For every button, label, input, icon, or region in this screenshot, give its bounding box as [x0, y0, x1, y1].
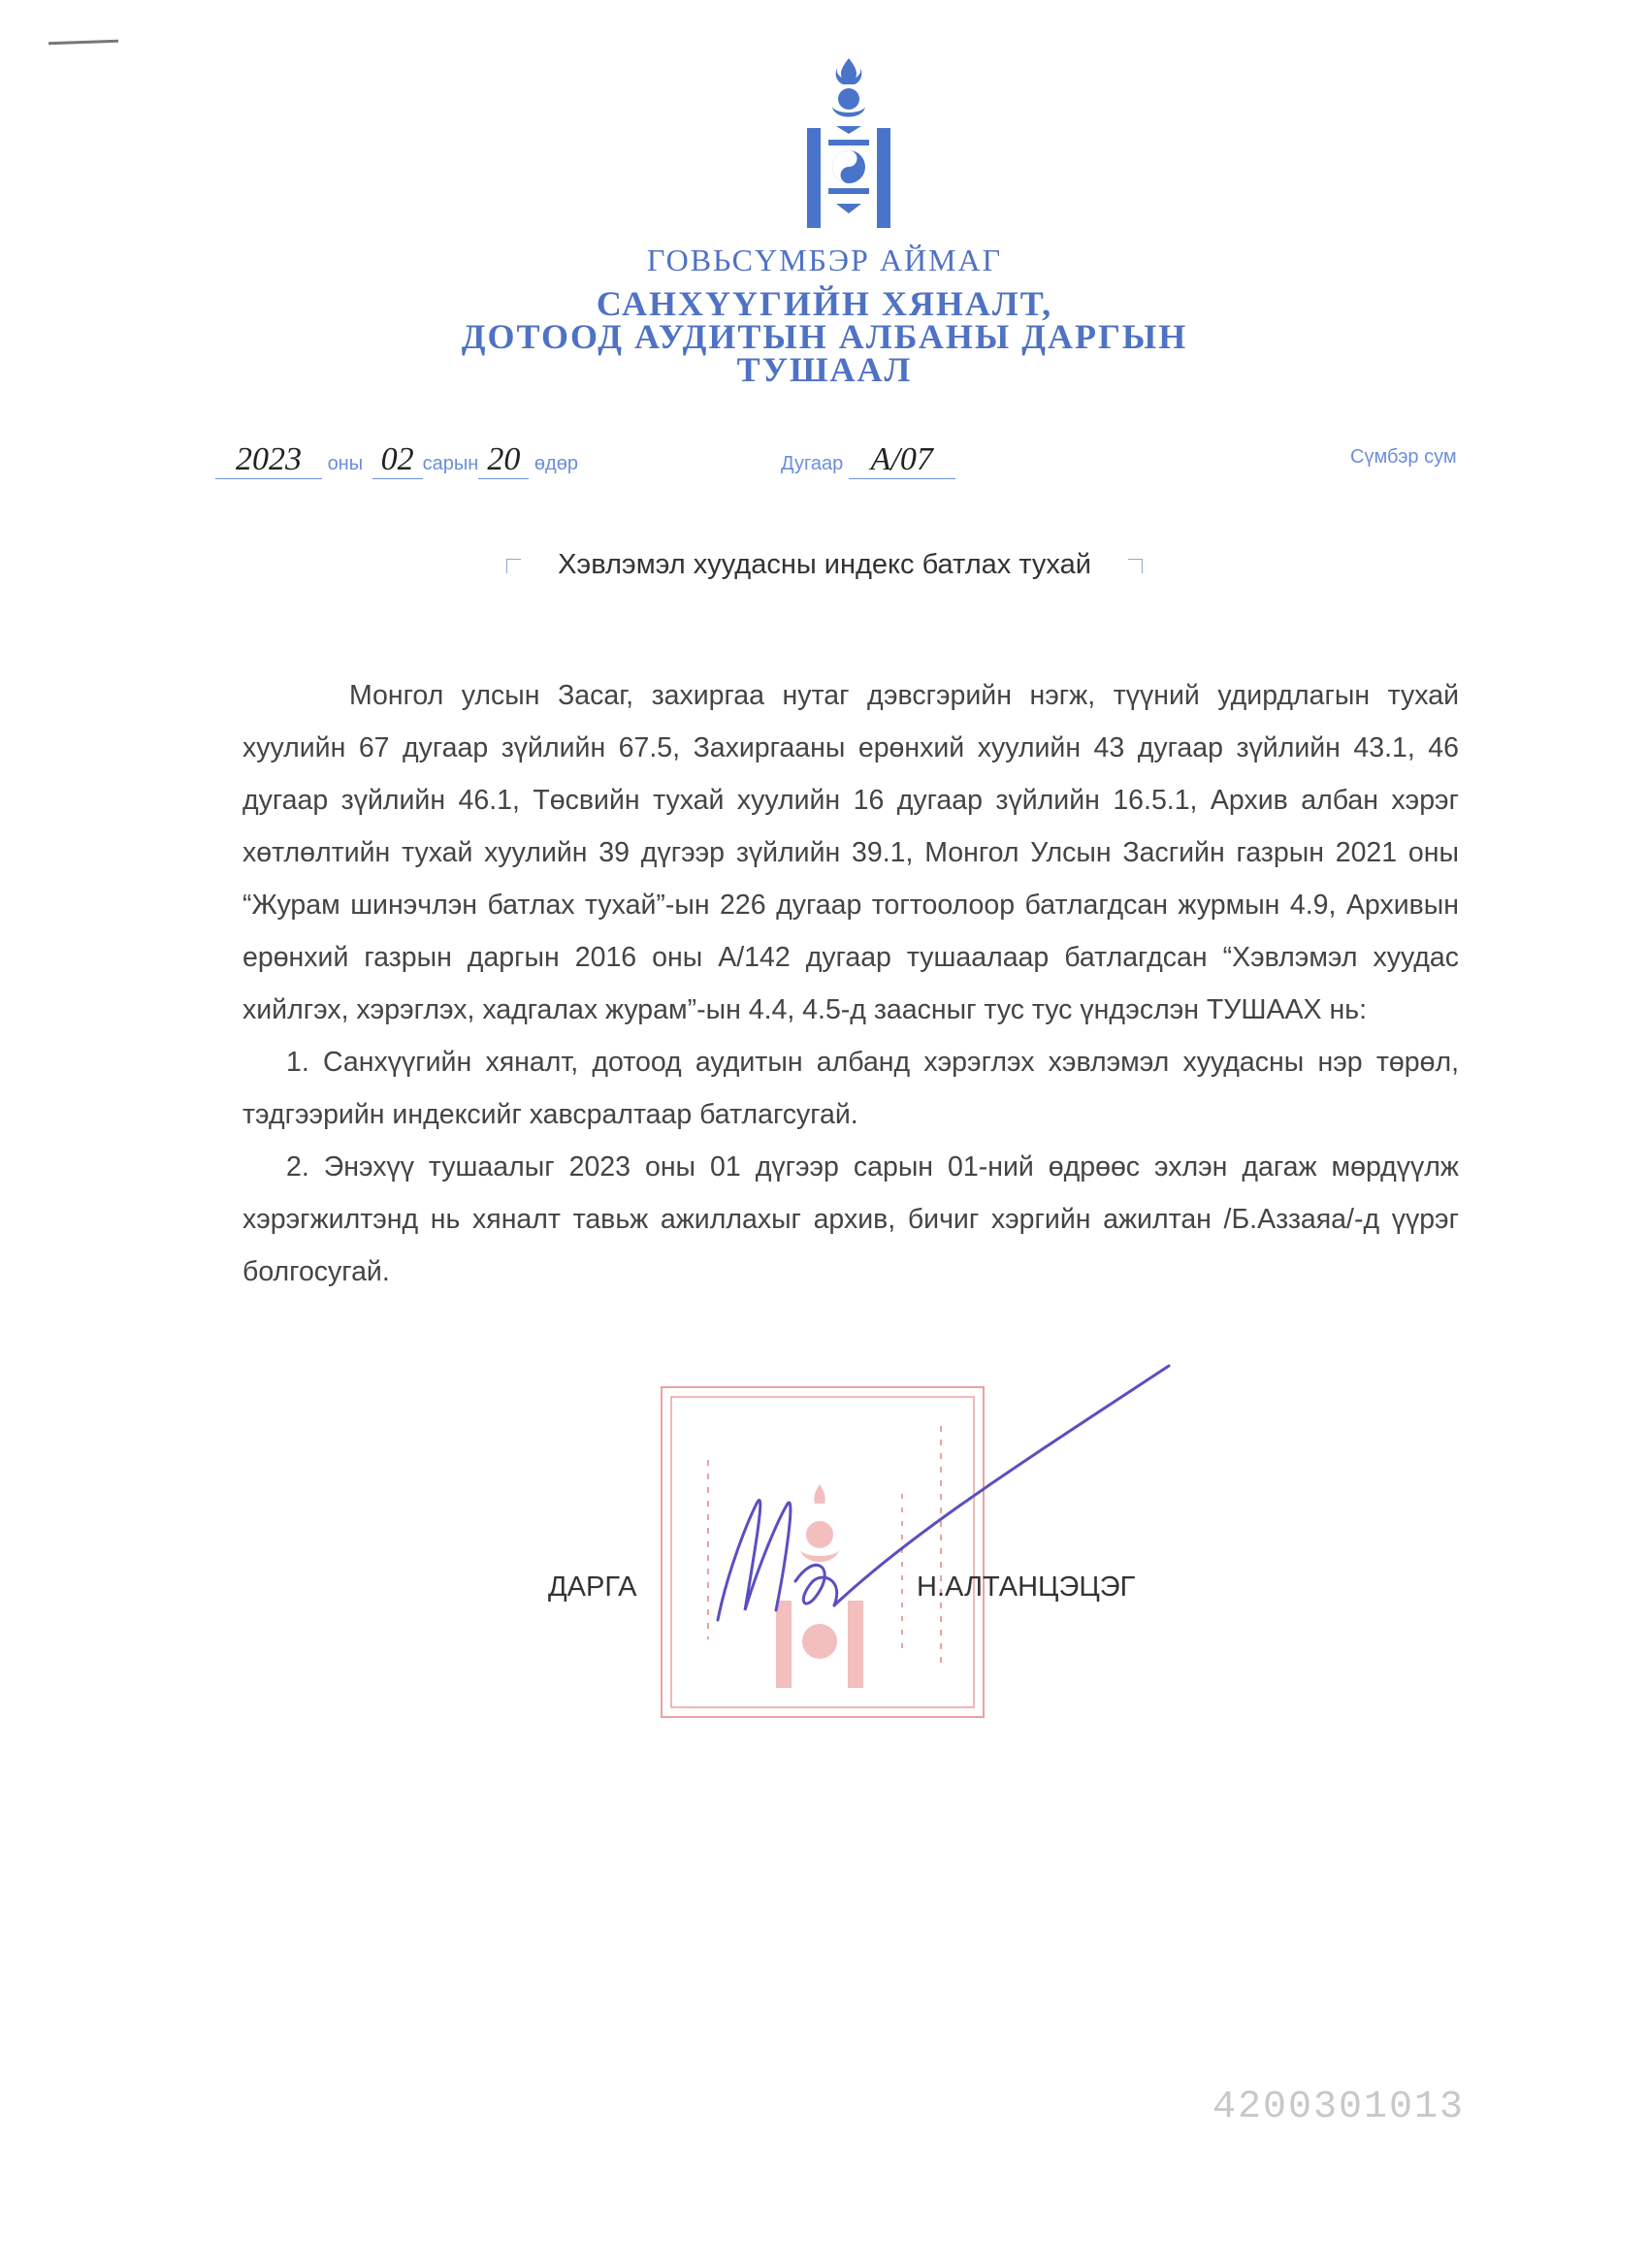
header-org-line1: САНХҮҮГИЙН ХЯНАЛТ, — [596, 284, 1053, 323]
number-label: Дугаар — [781, 453, 844, 474]
corner-mark-left — [506, 559, 521, 573]
body-intro: Монгол улсын Засаг, захиргаа нутаг дэвсгэрийн нэгж, түүний удирдлагын тухай хуулийн 67 дугаар зүйлийн 67.5, Захиргааны ерөнхий хуулийн 43 дугаар зүйлийн 43.1, 46 дугаар зүйлийн 46.1, Төсвийн тухай хуулийн 16 дугаар зүйлийн 16.5.1, Архив албан хэрэг хөтлөлтийн тухай хуулийн 39 дүгээр зүйлийн 39.1, Монгол Улсын Засгийн газрын 2021 оны “Журам шинэчлэн батлах тухай”-ын 226 дугаар тогтоолоор батлагдсан журмын 4.9, Архивын ерөнхий газрын даргын 2016 оны А/142 дугаар тушаалаар батлагдсан “Хэвлэмэл хуудас хийлгэх, хэрэглэх, хадгалах журам”-ын 4.4, 4.5-д заасныг тус тус үндэслэн ТУШААХ нь: — [242, 680, 1459, 1025]
day-handwritten: 20 — [478, 441, 529, 479]
soyombo-emblem-icon — [807, 58, 890, 228]
header-org-line2: ДОТООД АУДИТЫН АЛБАНЫ ДАРГЫН — [461, 317, 1188, 356]
month-label: сарын — [422, 453, 479, 474]
place: Сүмбэр сум — [1350, 446, 1457, 468]
order-body — [242, 669, 1459, 1298]
number-handwritten: А/07 — [849, 441, 955, 479]
scan-mark — [48, 40, 118, 46]
day-label: өдөр — [534, 453, 578, 474]
header-aimag: ГОВЬСҮМБЭР АЙМАГ — [646, 243, 1003, 277]
signatory-title: ДАРГА — [548, 1571, 637, 1603]
month-handwritten: 02 — [372, 441, 423, 479]
year-handwritten: 2023 — [215, 441, 322, 479]
header-doc-type: ТУШААЛ — [736, 350, 913, 389]
subject-line — [0, 549, 1649, 581]
signatory-name: Н.АЛТАНЦЭЦЭГ — [917, 1571, 1136, 1603]
body-item-2: 2. Энэхүү тушаалыг 2023 оны 01 дүгээр сарын 01-ний өдрөөс эхлэн дагаж мөрдүүлж хэрэгжилтэнд нь хяналт тавьж ажиллахыг архив, бичиг хэргийн ажилтан /Б.Аззаяа/-д үүрэг болгосугай. — [242, 1151, 1459, 1287]
body-item-1: 1. Санхүүгийн хяналт, дотоод аудитын албанд хэрэглэх хэвлэмэл хуудасны нэр төрөл, тэдгээрийн индексийг хавсралтаар батлагсугай. — [242, 1047, 1459, 1130]
corner-mark-right — [1128, 559, 1143, 573]
number-line — [781, 441, 955, 479]
subject-title: Хэвлэмэл хуудасны индекс батлах тухай — [558, 549, 1091, 580]
date-line — [215, 441, 578, 479]
serial-number: 4200301013 — [1212, 2086, 1466, 2129]
year-label: оны — [327, 453, 364, 474]
handwritten-signature — [698, 1358, 1183, 1669]
